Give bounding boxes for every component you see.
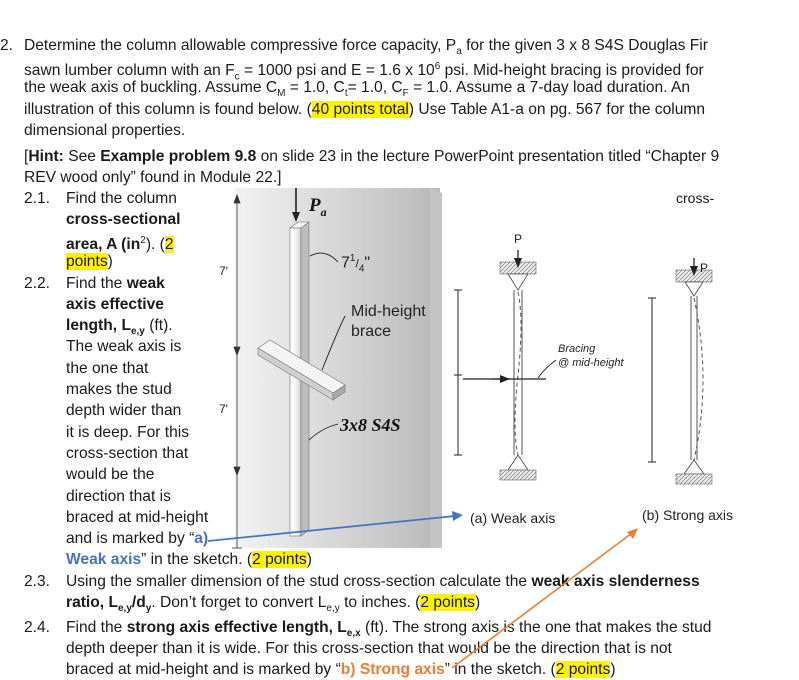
q22-line-4: The weak axis is xyxy=(66,338,182,355)
text: /d xyxy=(131,594,146,611)
text: . Don’t forget to convert L xyxy=(151,594,327,611)
sub: F xyxy=(402,88,409,100)
sup: 1 xyxy=(349,253,356,264)
mid-brace-label-2: brace xyxy=(351,323,392,340)
text: ) xyxy=(474,594,481,611)
sub: c xyxy=(234,71,240,83)
section-label: 3x8 S4S xyxy=(340,415,401,435)
mid-brace-label-1: Mid-height xyxy=(351,303,426,320)
strong-ref: b) Strong axis xyxy=(340,661,445,678)
sub: t xyxy=(344,88,348,100)
sub: a xyxy=(456,46,462,58)
q22-number: 2.2. xyxy=(24,275,51,292)
strong-axis-diagram xyxy=(648,258,712,484)
text: ) xyxy=(610,661,616,678)
text: psi. Mid-height bracing is provided for xyxy=(440,62,704,80)
text: the weak axis of buckling. Assume C xyxy=(24,79,278,96)
text: 7 xyxy=(341,254,350,272)
text: ) Use Table A1-a on pg. 567 for the column xyxy=(408,101,706,118)
pa-label xyxy=(309,195,327,220)
dim-top-label: 7' xyxy=(219,264,228,278)
sub: e,y xyxy=(130,326,145,338)
text: (ft). xyxy=(144,317,173,334)
text: and is marked by “ xyxy=(66,530,195,547)
text: to inches. ( xyxy=(339,594,421,611)
hint-label: Hint: xyxy=(28,148,64,165)
text: ” in the sketch. ( xyxy=(444,661,556,678)
sub: M xyxy=(277,88,286,100)
text: weak axis slenderness xyxy=(531,573,700,590)
text: sawn lumber column with an F xyxy=(24,62,235,80)
sup: 6 xyxy=(434,61,441,72)
highlight: 40 points total xyxy=(311,101,409,118)
text: Find the xyxy=(66,619,127,636)
weak-ref: Weak axis xyxy=(66,551,142,568)
text: Determine the column allowable compressive force capacity, P xyxy=(24,37,457,54)
highlight: 2 points xyxy=(420,594,475,611)
q21-line-1: Find the column xyxy=(66,190,177,207)
text: (ft). The strong axis is the one that makes the stud xyxy=(360,619,712,636)
text: illustration of this column is found below. ( xyxy=(24,101,312,118)
hint-line-2: REV wood only” found in Module 22.] xyxy=(24,169,282,186)
q21-number: 2.1. xyxy=(24,190,51,207)
p-right-label: P xyxy=(700,261,709,275)
text: on slide 23 in the lecture PowerPoint presentation titled “Chapter 9 xyxy=(256,148,720,165)
sub: e,y xyxy=(326,603,340,615)
sub: 4 xyxy=(358,263,365,275)
weak-axis-label: (a) Weak axis xyxy=(470,510,556,526)
sub: e,y xyxy=(117,603,132,615)
weak-axis-diagram xyxy=(454,250,556,480)
text: Find the xyxy=(66,275,127,292)
q22-line-8: it is deep. For this xyxy=(66,424,190,441)
q22-line-7: depth wider than xyxy=(66,402,182,419)
strong-axis-label: (b) Strong axis xyxy=(642,507,734,523)
sub: e,x xyxy=(346,628,361,640)
text: Using the smaller dimension of the stud cross-section calculate the xyxy=(66,573,532,590)
q22-line-10: would be the xyxy=(66,466,155,483)
q22-line-2: axis effective xyxy=(66,296,164,313)
q22-line-6: makes the stud xyxy=(66,381,172,398)
q24-line-2: depth deeper than it is wide. For this cross-section that would be the direction that is not xyxy=(66,640,672,657)
q22-line-9: cross-section that xyxy=(66,445,189,462)
problem-line-5: dimensional properties. xyxy=(24,122,186,139)
text: ratio, L xyxy=(66,594,118,611)
bracing-label-1: Bracing xyxy=(558,343,596,355)
text: for the given 3 x 8 S4S Douglas Fir xyxy=(461,37,708,54)
text: P xyxy=(309,195,321,216)
q22-line-11: direction that is xyxy=(66,488,171,505)
problem-number: 2. xyxy=(0,37,14,54)
text: strong axis effective length, L xyxy=(126,619,347,636)
text: area, A (in xyxy=(66,236,141,254)
highlight: 2 points xyxy=(252,551,307,568)
text: ” in the sketch. ( xyxy=(141,551,253,568)
stud-width-label xyxy=(341,253,370,275)
q21-line-2: cross-sectional xyxy=(66,211,181,228)
text: ) xyxy=(107,253,113,270)
stud-panel xyxy=(235,188,442,548)
text: = 1.0. Assume a 7-day load duration. An xyxy=(408,79,691,96)
text: ) xyxy=(306,551,312,568)
example-ref: Example problem 9.8 xyxy=(100,148,257,165)
highlight: 2 points xyxy=(555,661,611,678)
text: " xyxy=(364,254,371,272)
sub: a xyxy=(320,204,327,219)
sup: 2 xyxy=(140,235,146,246)
highlight: 2 xyxy=(164,236,174,254)
sub: y xyxy=(145,603,152,615)
text: = 1000 psi and E = 1.6 x 10 xyxy=(239,62,435,80)
text: See xyxy=(63,148,101,165)
text: weak xyxy=(126,275,165,292)
text: ). ( xyxy=(145,236,165,254)
bracing-label-2: @ mid-height xyxy=(558,357,624,369)
q22-line-5: the one that xyxy=(66,360,149,377)
q24-number: 2.4. xyxy=(24,619,51,636)
q23-number: 2.3. xyxy=(24,573,51,590)
text: [ xyxy=(24,148,29,165)
text: braced at mid-height and is marked by “ xyxy=(66,661,341,678)
dim-bottom-label: 7' xyxy=(219,402,228,416)
text: / xyxy=(355,256,359,271)
orange-pointer-arrow xyxy=(452,528,638,668)
text: = 1.0, C xyxy=(347,79,403,96)
weak-ref: a) xyxy=(194,530,209,547)
highlight: points xyxy=(66,253,108,270)
text: length, L xyxy=(66,317,131,334)
text: = 1.0, C xyxy=(285,79,345,96)
p-left-label: P xyxy=(514,232,523,246)
q22-line-12: braced at mid-height xyxy=(66,509,209,526)
q21-cross-right: cross- xyxy=(676,190,715,206)
